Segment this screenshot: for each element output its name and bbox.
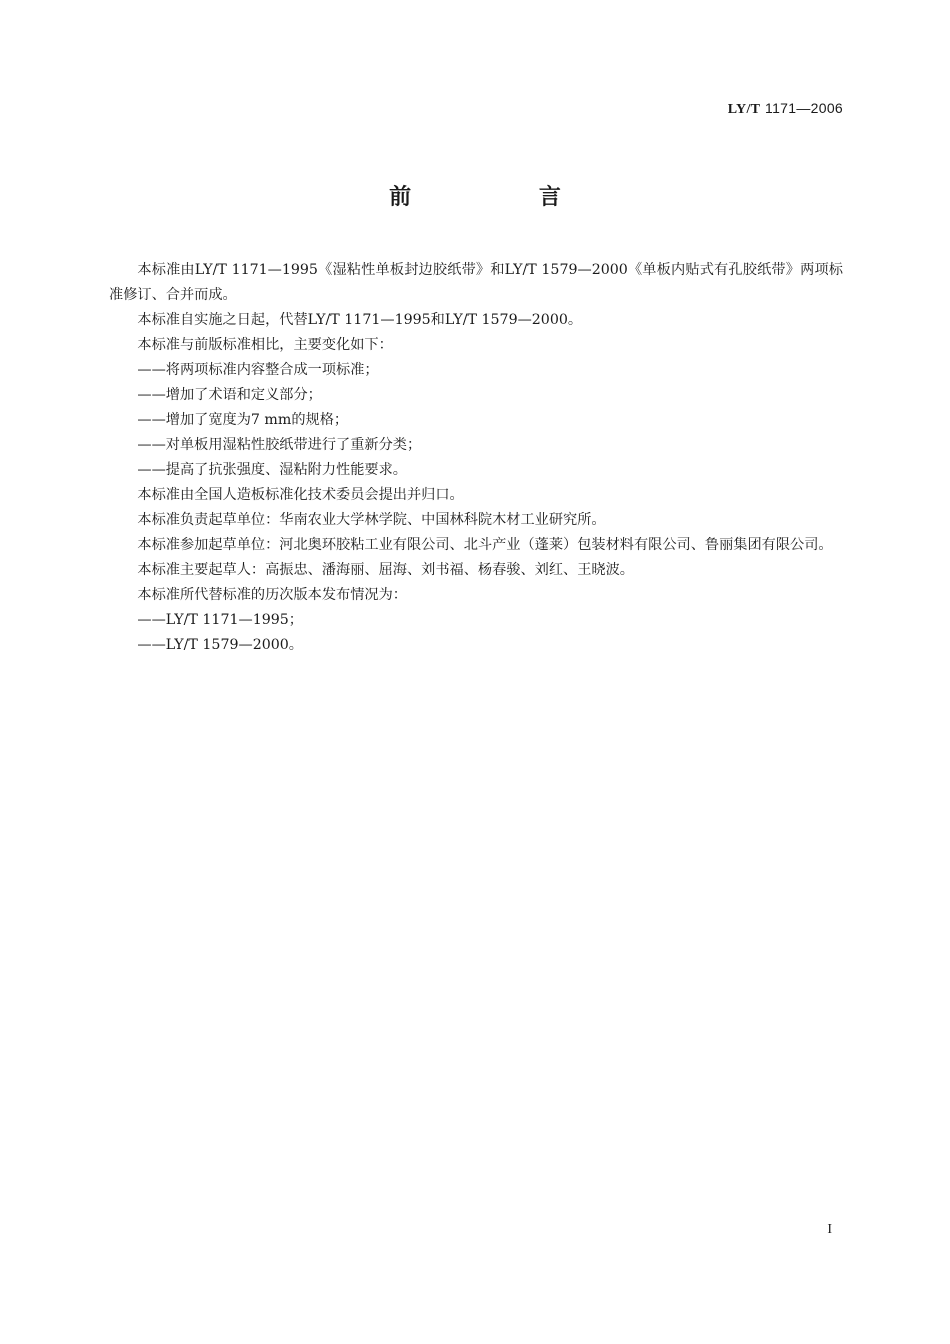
paragraph: 本标准所代替标准的历次版本发布情况为： [137,587,407,603]
paragraph: 本标准主要起草人：高振忠、潘海丽、屈海、刘书福、杨春骏、刘红、王晓波。 [137,562,634,578]
list-item: ——增加了宽度为7 mm的规格； [137,412,349,428]
list-item: ——LY/T 1171—1995； [137,612,303,628]
paragraph: 本标准参加起草单位：河北奥环胶粘工业有限公司、北斗产业（蓬莱）包装材料有限公司、鲁丽集团有限公司。 [137,537,833,553]
standard-number: 1171—2006 [765,100,843,116]
list-item: ——增加了术语和定义部分； [137,387,322,403]
page-number: I [827,1222,832,1237]
list-item: ——将两项标准内容整合成一项标准； [137,362,379,378]
paragraph: 本标准自实施之日起，代替LY/T 1171—1995和LY/T 1579—2000。 [137,312,583,328]
list-item: ——LY/T 1579—2000。 [137,637,303,653]
list-item: ——对单板用湿粘性胶纸带进行了重新分类； [137,437,422,453]
page-title: 前 言 [389,185,621,210]
paragraph: 本标准由LY/T 1171—1995《湿粘性单板封边胶纸带》和LY/T 1579—2000《单板内贴式有孔胶纸带》两项标准修订、合并而成。 [109,262,843,303]
paragraph: 本标准负责起草单位：华南农业大学林学院、中国林科院木材工业研究所。 [137,512,606,528]
list-item: ——提高了抗张强度、湿粘附力性能要求。 [137,462,407,478]
standard-code [728,100,843,118]
foreword-body [109,258,843,658]
paragraph: 本标准与前版标准相比，主要变化如下： [137,337,393,353]
paragraph: 本标准由全国人造板标准化技术委员会提出并归口。 [137,487,464,503]
standard-prefix: LY/T [727,102,761,117]
